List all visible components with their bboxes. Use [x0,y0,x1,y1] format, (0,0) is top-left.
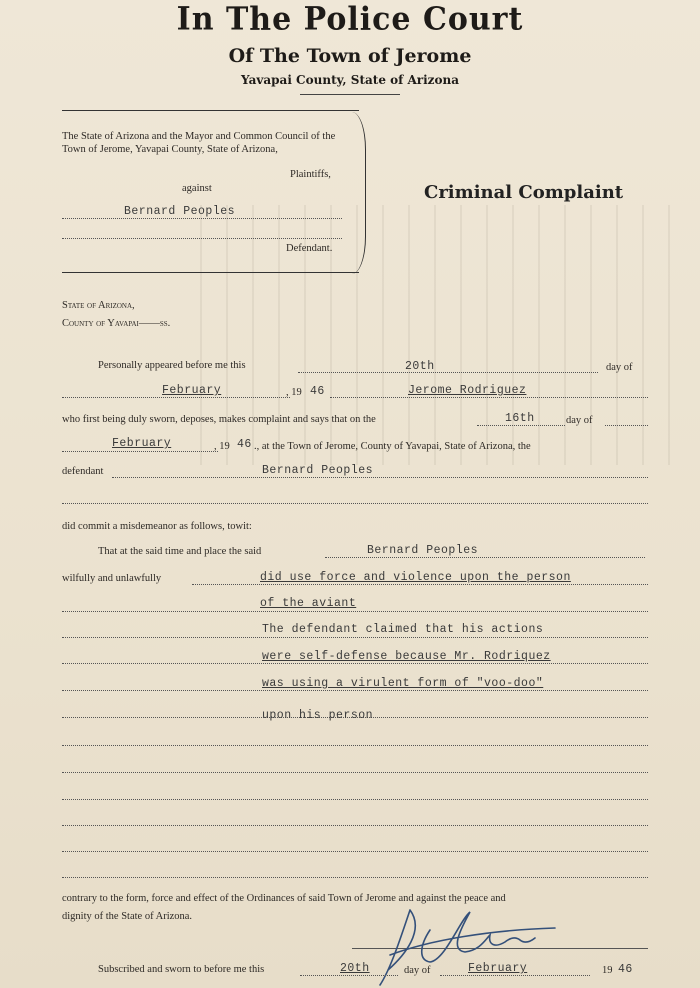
body-defendant-name: Bernard Peoples [262,464,374,477]
caption-brace [352,112,366,274]
appeared-text: Personally appeared before me this [98,360,246,371]
footer-year-prefix: 19 [602,965,613,976]
blank-line-2 [62,745,648,746]
footer-year: 46 [618,963,633,976]
offense-month: February [112,437,172,450]
town-text: ., at the Town of Jerome, County of Yavapai, State of Arizona, the [254,441,531,452]
against-label: against [182,183,212,194]
appeared-month-line [62,397,290,398]
footer-day: 20th [340,962,370,975]
blank-line-6 [62,851,648,852]
charge-line-4 [62,690,648,691]
blank-line-5 [62,825,648,826]
caption-defendant-name: Bernard Peoples [124,205,236,218]
blank-line-1 [62,503,648,504]
misdemeanor-text: did commit a misdemeanor as follows, towit: [62,521,252,532]
offense-day-line [477,425,565,426]
document-title: Criminal Complaint [424,182,624,203]
said-name-line [325,557,645,558]
said-time-text: That at the said time and place the said [98,546,262,557]
charge-line-1 [62,611,648,612]
charge-line-3 [62,663,648,664]
year-prefix-2: , 19 [214,441,230,452]
said-name: Bernard Peoples [367,544,479,557]
offense-day: 16th [505,412,535,425]
blank-line-7 [62,877,648,878]
town-heading: Of The Town of Jerome [228,45,472,67]
offense-day-tail-line [605,425,648,426]
blank-line-4 [62,799,648,800]
charge-text-4: was using a virulent form of "voo-doo" [262,677,544,690]
defendant-line-2 [62,238,342,239]
charge-text-3: were self-defense because Mr. Rodriquez [262,650,551,663]
appeared-day: 20th [405,360,435,373]
charge-text-2: The defendant claimed that his actions [262,623,544,636]
charge-text-5: upon his person [262,709,374,722]
offense-month-line [62,451,218,452]
heading-rule [300,94,400,95]
appeared-month: February [162,384,222,397]
charge-text-0: did use force and violence upon the person [260,571,571,584]
body-defendant-line [112,477,648,478]
charge-text-1: of the aviant [260,597,357,610]
venue-county: County of Yavapai——ss. [62,318,171,329]
footer-month-line [440,975,590,976]
footer-day-line [300,975,398,976]
footer-day-of: day of [404,965,431,976]
sworn-text: who first being duly sworn, deposes, makes complaint and says that on the [62,414,376,425]
offense-year: 46 [237,438,252,451]
appeared-day-line [298,372,598,373]
defendant-label: Defendant. [286,243,333,254]
complainant-name: Jerome Rodriguez [408,384,527,397]
charge-line-2 [62,637,648,638]
appeared-year: 46 [310,385,325,398]
day-of-label-2: day of [566,415,593,426]
complainant-line [330,397,648,398]
wilfully-text: wilfully and unlawfully [62,573,162,584]
defendant-text: defendant [62,466,104,477]
year-prefix: , 19 [286,387,302,398]
charge-line-0 [192,584,648,585]
venue-state: State of Arizona, [62,300,135,311]
county-heading: Yavapai County, State of Arizona [241,73,459,87]
caption-bottom-rule [62,272,359,273]
plaintiffs-text: The State of Arizona and the Mayor and Common Council of the Town of Jerome, Yavapai County, State of Arizona, [62,131,336,155]
court-heading: In The Police Court [176,1,524,38]
plaintiffs-label: Plaintiffs, [290,169,331,180]
blank-line-3 [62,772,648,773]
day-of-label: day of [606,362,633,373]
footer-month: February [468,962,528,975]
bleed-through [200,205,670,465]
contrary-text: contrary to the form, force and effect of the Ordinances of said Town of Jerome and against the peace and [62,893,506,904]
defendant-line [62,218,342,219]
subscribed-text: Subscribed and sworn to before me this [98,964,265,975]
dignity-text: dignity of the State of Arizona. [62,911,193,922]
caption-top-rule [62,110,359,111]
